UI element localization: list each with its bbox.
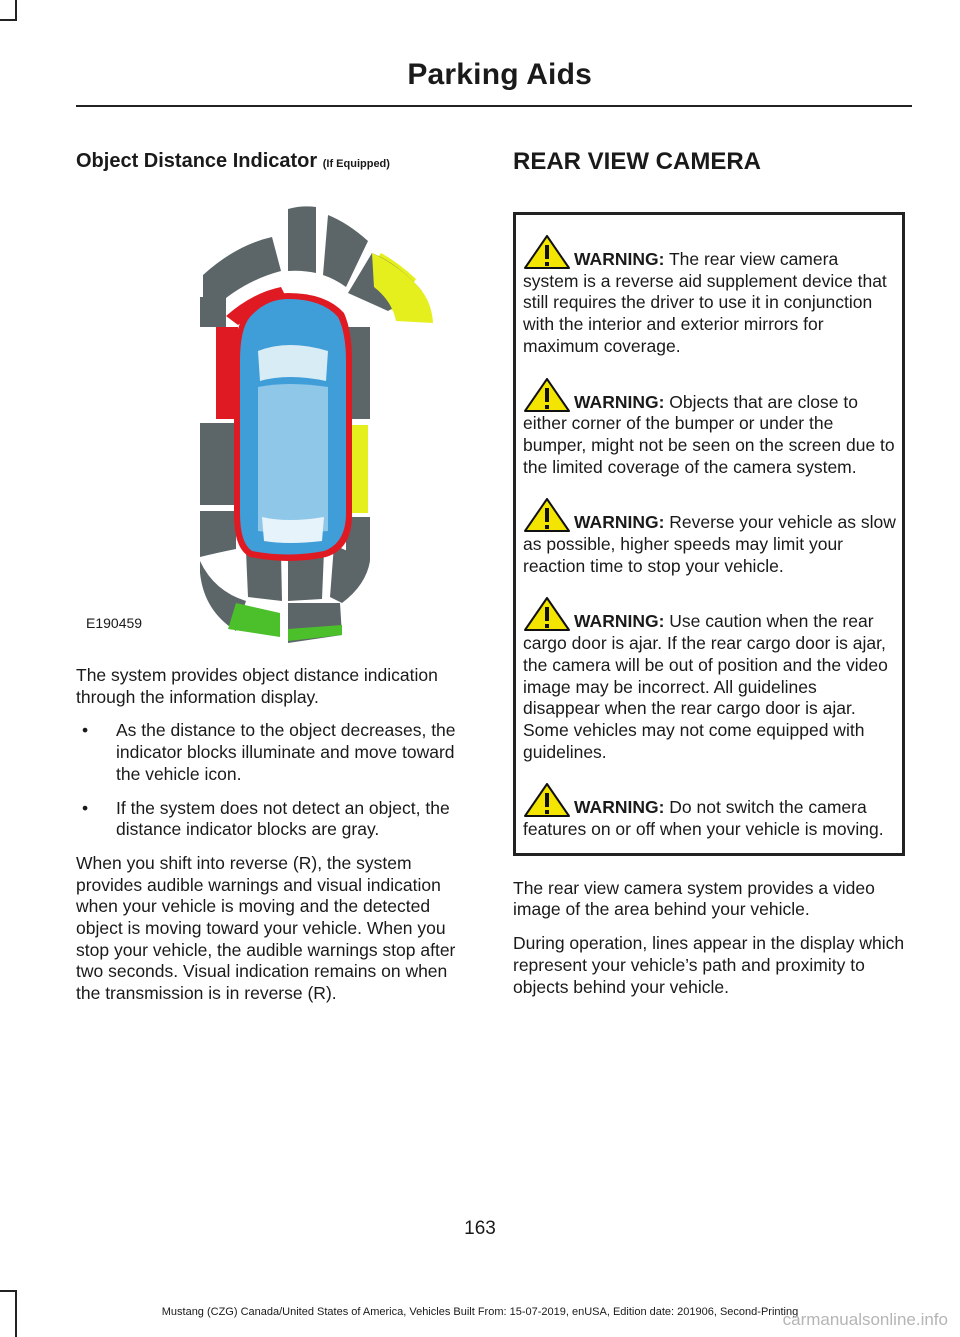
warning-text: Do not switch the camera features on or off when your vehicle is moving. xyxy=(523,797,884,840)
object-distance-figure xyxy=(76,201,476,643)
rear-view-camera-heading: REAR VIEW CAMERA xyxy=(513,148,762,175)
reverse-paragraph: When you shift into reverse (R), the system provides audible warnings and visual indication when your vehicle is moving and the detected object is moving toward your vehicle. When you stop your vehicle, the audible warnings stop after two seconds. Visual indication remains on when the transmission is in reverse (R). xyxy=(76,852,456,1004)
heading-text: Object Distance Indicator xyxy=(76,150,318,172)
warning-text: The rear view camera system is a reverse aid supplement device that still requires the driver to use it in conjunction with the interior and exterior mirrors for maximum coverage. xyxy=(523,249,887,356)
warning-label: WARNING: xyxy=(574,611,665,632)
vehicle-roof xyxy=(258,384,328,533)
header-rule xyxy=(76,105,912,107)
front-block-right-yellow xyxy=(372,253,433,323)
warning-triangle-icon xyxy=(523,378,571,412)
warning-box xyxy=(513,212,905,856)
vehicle-rear-window xyxy=(262,517,324,543)
warning-triangle-icon xyxy=(523,498,571,532)
right-column xyxy=(513,146,905,998)
vehicle-windshield xyxy=(258,345,328,381)
page-footer: Mustang (CZG) Canada/United States of America, Vehicles Built From: 15-07-2019, enUSA, Edition date: 201906, Second-Printing xyxy=(161,1306,799,1318)
warning-text: Use caution when the rear cargo door is ajar. If the rear cargo door is ajar, the camera will be out of position and the video image may be incorrect. All guidelines disappear when the rear cargo door is ajar. Some vehicles may not come equipped with guidelines. xyxy=(523,611,888,762)
left-column xyxy=(76,146,476,1005)
warning-text: Reverse your vehicle as slow as possible, higher speeds may limit your reaction time to stop your vehicle. xyxy=(523,512,896,576)
figure-id: E190459 xyxy=(86,615,143,631)
intro-paragraph: The system provides object distance indication through the information display. xyxy=(76,665,438,707)
warning-item xyxy=(523,378,896,479)
object-distance-heading xyxy=(76,146,476,179)
warning-text: Objects that are close to either corner of the bumper or under the bumper, might not be seen on the screen due to the limited coverage of the camera system. xyxy=(523,391,895,477)
list-item xyxy=(76,720,476,785)
side-block-left-mid xyxy=(200,423,236,505)
warning-item xyxy=(523,597,896,763)
indicator-bullet-list xyxy=(76,720,476,841)
warning-item xyxy=(523,235,896,358)
warning-triangle-icon xyxy=(523,783,571,817)
object-distance-diagram xyxy=(76,201,476,643)
page-number: 163 xyxy=(464,1218,496,1239)
rear-block-left-outer xyxy=(228,603,280,637)
warning-triangle-icon xyxy=(523,597,571,631)
front-block-center-outer xyxy=(288,206,316,273)
crop-mark xyxy=(15,0,17,20)
warning-label: WARNING: xyxy=(574,512,665,533)
crop-mark xyxy=(0,19,17,21)
camera-intro-paragraph: The rear view camera system provides a video image of the area behind your vehicle. xyxy=(513,877,875,920)
page-header-title: Parking Aids xyxy=(407,58,592,91)
side-block-left-front xyxy=(200,297,226,327)
warning-triangle-icon xyxy=(523,235,571,269)
bullet-text: As the distance to the object decreases, the indicator blocks illuminate and move toward the vehicle icon. xyxy=(116,720,456,784)
warning-label: WARNING: xyxy=(574,249,665,269)
watermark: carmanualsonline.info xyxy=(782,1310,948,1329)
bullet-glyph: • xyxy=(82,797,89,818)
warning-label: WARNING: xyxy=(574,797,665,818)
bullet-text: If the system does not detect an object, the distance indicator blocks are gray. xyxy=(116,797,450,840)
side-block-left-rear xyxy=(200,511,236,557)
bullet-glyph: • xyxy=(82,720,89,741)
warning-item xyxy=(523,498,896,577)
heading-suffix: (If Equipped) xyxy=(322,158,390,170)
camera-lines-paragraph: During operation, lines appear in the display which represent your vehicle’s path and proximity to objects behind your vehicle. xyxy=(513,933,905,997)
list-item xyxy=(76,798,476,841)
warning-label: WARNING: xyxy=(574,391,665,412)
crop-mark xyxy=(0,1290,17,1292)
warning-item xyxy=(523,783,896,840)
